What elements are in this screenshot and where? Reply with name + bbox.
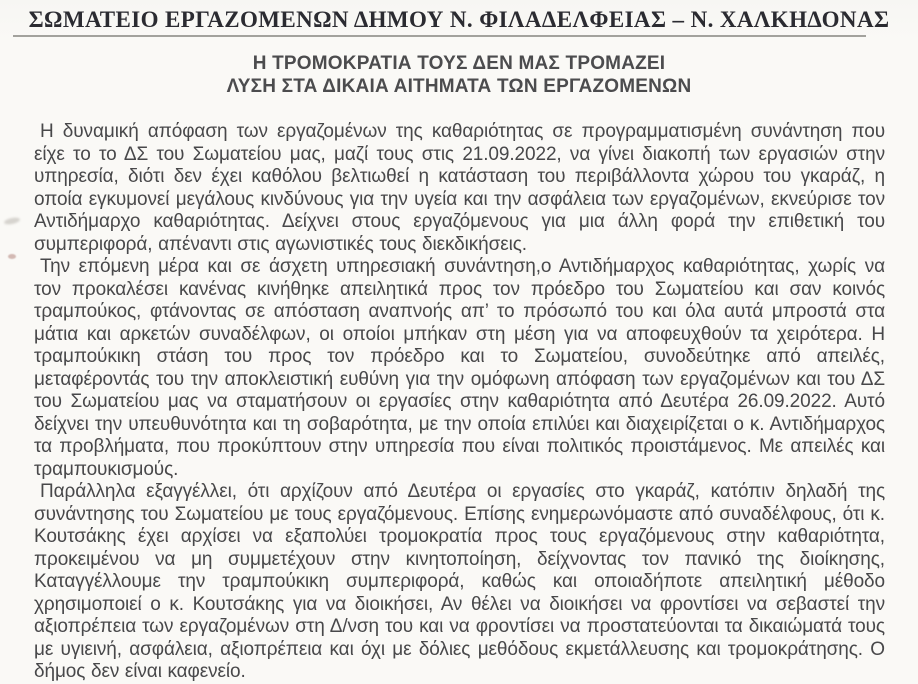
paragraph-3: Παράλληλα εξαγγέλλει, ότι αρχίζουν από Δευτέρα οι εργασίες στο γκαράζ, κατόπιν δηλαδή της συνάντησης του Σωματείου με τους εργαζόμενους. Επίσης ενημερωνόμαστε από συναδέλφους, ότι κ. Κουτσάκης έχει αρχίσει να εξαπολύει τρομοκρατία προς τους εργαζόμενους στην καθαριότητα, προκειμένου να μη συμμετέχουν στην κινητοποίηση, δείχνοντας τον πανικό της διοίκησης, Καταγγέλλουμε την τραμπούκικη συμπεριφορά, καθώς και οποιαδήποτε απειλητική μέθοδο χρησιμοποιεί ο κ. Κουτσάκης για να διοικήσει, Αν θέλει να διοικήσει να φροντίσει να σεβαστεί την αξιοπρέπεια των εργαζομένων στη Δ/νση του και να φροντίσει να προστατεύονται τα δικαιώματά τους με υγιεινή, ασφάλεια, αξιοπρέπεια και όχι με δόλιες μεθόδους εκμετάλλευσης και τρομοκράτησης. Ο δήμος δεν είναι καφενείο. [34,481,885,682]
document-title: ΣΩΜΑΤΕΙΟ ΕΡΓΑΖΟΜΕΝΩΝ ΔΗΜΟΥ Ν. ΦΙΛΑΔΕΛΦΕΙΑΣ – Ν. ΧΑΛΚΗΔΟΝΑΣ [28,7,890,32]
document-header [0,0,918,98]
paragraph-2: Την επόμενη μέρα και σε άσχετη υπηρεσιακή συνάντηση,ο Αντιδήμαρχος καθαριότητας, χωρίς να τον προκαλέσει κανένας κινήθηκε απειλητικά προς τον πρόεδρο του Σωματείου και σαν κοινός τραμπούκος, φτάνοντας σε απόσταση αναπνοής απ’ το πρόσωπό του και όλα αυτά μπροστά στα μάτια και αρκετών συναδέλφων, οι οποίοι μπήκαν στη μέση για να αποφευχθούν τα χειρότερα. Η τραμπούκικη στάση του προς τον πρόεδρο και το Σωματείου, συνοδεύτηκε από απειλές, μεταφέροντάς του την αποκλειστική ευθύνη για την ομόφωνη απόφαση των εργαζομένων και του ΔΣ του Σωματείου μας να σταματήσουν οι εργασίες στην καθαριότητα από Δευτέρα 26.09.2022. Αυτό δείχνει την υπευθυνότητα και τη σοβαρότητα, με την οποία επιλύει και διαχειρίζεται ο κ. Αντιδήμαρχος τα προβλήματα, που προκύπτουν στην υπηρεσία που είναι πολιτικός προιστάμενος. Με απειλές και τραμπουκισμούς. [34,256,885,480]
title-underline [13,35,866,37]
document-headline [0,52,918,98]
document-body [34,121,885,684]
headline-line-2: ΛΥΣΗ ΣΤΑ ΔΙΚΑΙΑ ΑΙΤΗΜΑΤΑ ΤΩΝ ΕΡΓΑΖΟΜΕΝΩΝ [226,76,692,97]
paragraph-1: Η δυναμική απόφαση των εργαζομένων της καθαριότητας σε προγραμματισμένη συνάντηση που είχε το το ΔΣ του Σωματείου μας, μαζί τους στις 21.09.2022, να γίνει διακοπή των εργασιών στην υπηρεσία, διότι δεν έχει καθόλου βελτιωθεί η κατάσταση του περιβάλλοντα χώρου του γκαράζ, η οποία εγκυμονεί μεγάλους κινδύνους για την υγεία και την ασφάλεια των εργαζομένων, εκνεύρισε τον Αντιδήμαρχο καθαριότητας. Δείχνει στους εργαζόμενους για μια άλλη φορά την επιθετική του συμπεριφορά, απέναντι στις αγωνιστικές τους διεκδικήσεις. [34,121,885,255]
scan-dot-mark [8,254,16,259]
headline-line-1: Η ΤΡΟΜΟΚΡΑΤΙΑ ΤΟΥΣ ΔΕΝ ΜΑΣ ΤΡΟΜΑΖΕΙ [252,53,666,74]
scan-smudge-mark [4,216,21,225]
